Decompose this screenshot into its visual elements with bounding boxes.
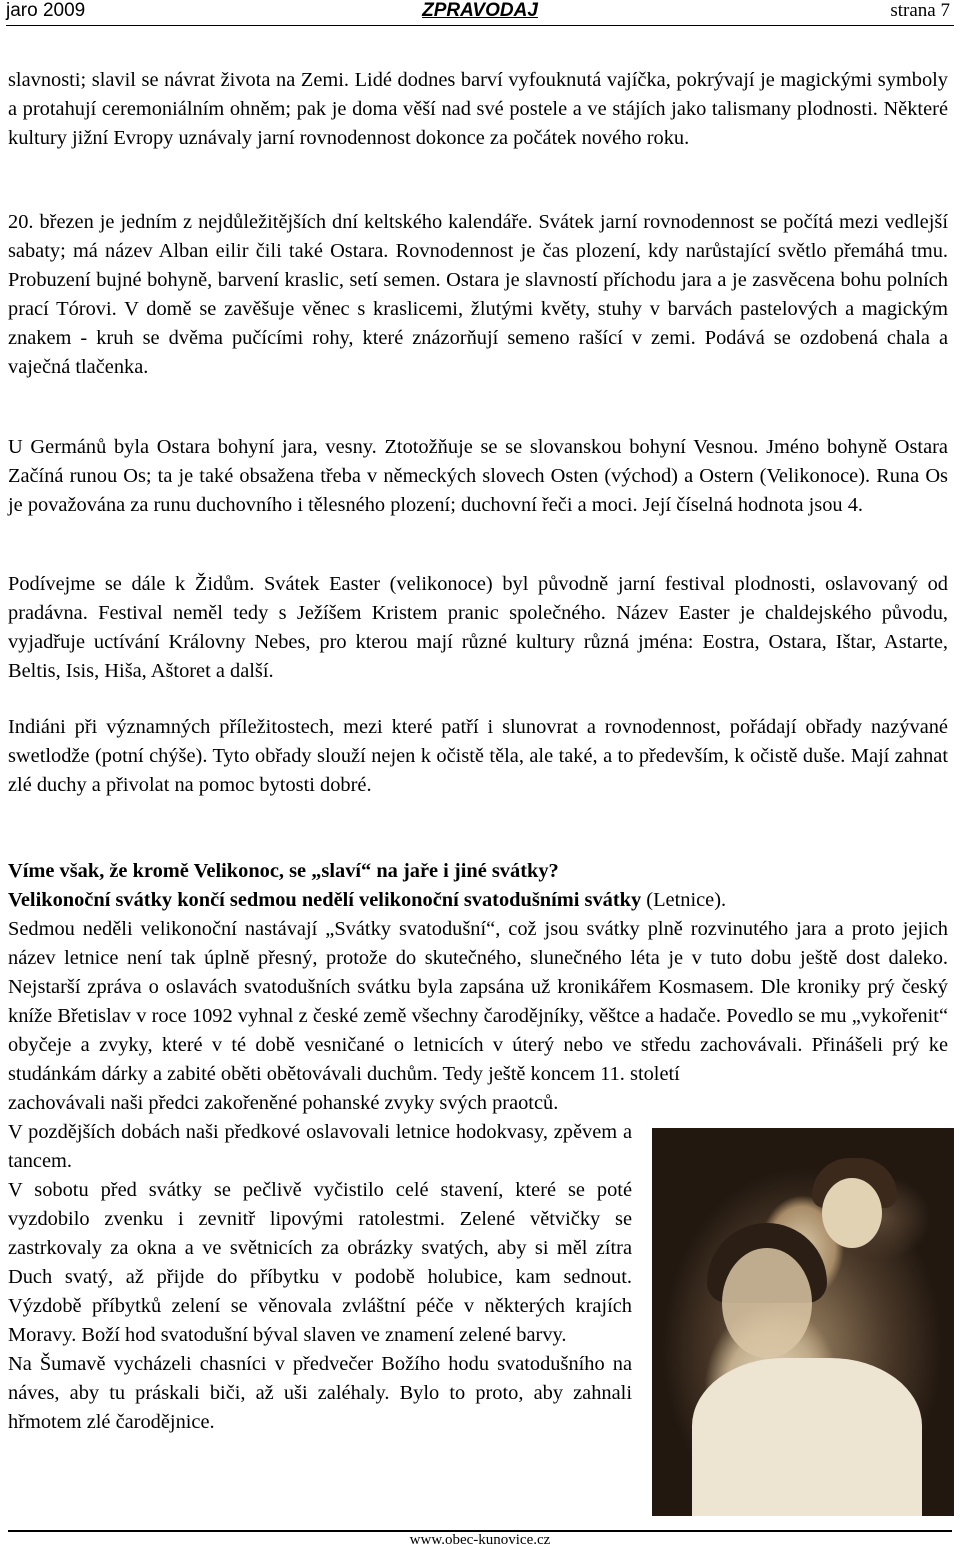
- header-page-number: strana 7: [890, 0, 950, 21]
- paragraph-germanic-ostara: U Germánů byla Ostara bohyní jara, vesny. Ztotožňuje se se slovanskou bohyní Vesnou. Jméno bohyně Ostara Začíná runou Os; ta je také obsažena třeba v německých slovech Osten (východ) a Ostern (Velikonoce). Runa Os je považována za runu duchovního i tělesného plození; duchovní řeči a moci. Její číselná hodnota jsou 4.: [8, 436, 948, 516]
- section-heading-question: Víme však, že kromě Velikonoc, se „slaví“ na jaře i jiné svátky?: [8, 860, 559, 882]
- paragraph-sumava-whips: Na Šumavě vycházeli chasníci v předvečer Božího hodu svatodušního na náves, aby tu práskali biči, až uši zaléhaly. Bylo to proto, aby zahnali hřmotem zlé čarodějnice.: [8, 1353, 632, 1433]
- paragraph-easter-customs: slavnosti; slavil se návrat života na Zemi. Lidé dodnes barví vyfouknutá vajíčka, pokrývají je magickými symboly a protahují ceremoniálním ohněm; pak je doma věší nad své postele a ve stájích jako talismany plodnosti. Některé kultury jižní Evropy uznávaly jarní rovnodennost dokonce za počátek nového roku.: [8, 69, 948, 149]
- paragraph-pagan-customs: zachovávali naši předci zakořeněné pohanské zvyky svých praotců.: [8, 1092, 559, 1114]
- header-season: jaro 2009: [6, 0, 86, 21]
- paragraph-native-americans: Indiáni při významných příležitostech, mezi které patří i slunovrat a rovnodennost, pořádají obřady nazývané swetlodže (potní chýše). Tyto obřady slouží nejen k očistě těla, ale také, a to především, k očistě duše. Mají zahnat zlé duchy a přivolat na pomoc bytosti dobré.: [8, 716, 948, 796]
- section-heading-pentecost: Velikonoční svátky končí sedmou nedělí velikonoční svatodušními svátky (Letnice).: [8, 889, 727, 911]
- paragraph-celtic-calendar: 20. březen je jedním z nejdůležitějších dní keltského kalendáře. Svátek jarní rovnodennost se počítá mezi vedlejší sabaty; má název Alban eilir čili také Ostara. Rovnodennost je čas plození, kdy narůstající světlo přemáhá tmu. Probuzení bujné bohyně, barvení kraslic, setí semen. Ostara je slavností příchodu jara a je zasvěcena bohu polních prací Tórovi. V domě se zavěšuje věnec s kraslicemi, žlutými květy, stuhy v barvách pastelových a magickým znakem - kruh se dvěma pučícími rohy, které znázorňují semeno rašící v zemi. Podává se ozdobená chala a vaječná tlačenka.: [8, 211, 948, 378]
- page-header: [0, 0, 960, 24]
- header-title: ZPRAVODAJ: [422, 0, 538, 21]
- paragraph-later-celebrations: V pozdějších dobách naši předkové oslavovali letnice hodokvasy, zpěvem a tancem.: [8, 1121, 632, 1172]
- paragraph-saturday-cleaning: V sobotu před svátky se pečlivě vyčistilo celé stavení, které se poté vyzdobilo zvenku i zevnitř lipovými ratolestmi. Zelené větvičky se zastrkovaly za okna a ve světnicích za obrázky svatých, aby si měl zítra Duch svatý, až přijde do příbytku v podobě holubice, kam sednout. Výzdobě příbytků zelení se věnovala zvláštní péče v některých krajích Moravy. Boží hod svatodušní býval slaven ve znamení zelené barvy.: [8, 1179, 632, 1346]
- header-divider: [6, 25, 954, 26]
- footer-url[interactable]: www.obec-kunovice.cz: [409, 1532, 551, 1548]
- paragraph-jewish-easter: Podívejme se dále k Židům. Svátek Easter (velikonoce) byl původně jarní festival plodnosti, oslavovaný od pradávna. Festival neměl tedy s Ježíšem Kristem pranic společného. Název Easter je chaldejského původu, vyjadřuje uctívání Královny Nebes, pro kterou mají různé kultury různá jména: Eostra, Ostara, Ištar, Astarte, Beltis, Isis, Hiša, Aštoret a další.: [8, 573, 948, 682]
- paragraph-pentecost-history: Sedmou neděli velikonoční nastávají „Svátky svatodušní“, což jsou svátky plně rozvinutého jara a proto jejich název letnice není tak úplně přesný, protože do skutečného, slunečného léta je v tuto dobu ještě dost daleko. Nejstarší zpráva o oslavách svatodušních svátku byla zapsána už kronikářem Kosmasem. Dle kroniky prý český kníže Břetislav v roce 1092 vyhnal z české země všechny čarodějníky, věštce a hadače. Povedlo se mu „vykořenit“ obyčeje a zvyky, které v té době vesničané o letnicích v úterý nebo ve středu zachovávali. Přinášeli prý ke studánkám dárky a zabité oběti obětovávali duchům. Tedy ještě koncem 11. století: [8, 918, 948, 1085]
- photo-mother-and-child: [652, 1128, 954, 1516]
